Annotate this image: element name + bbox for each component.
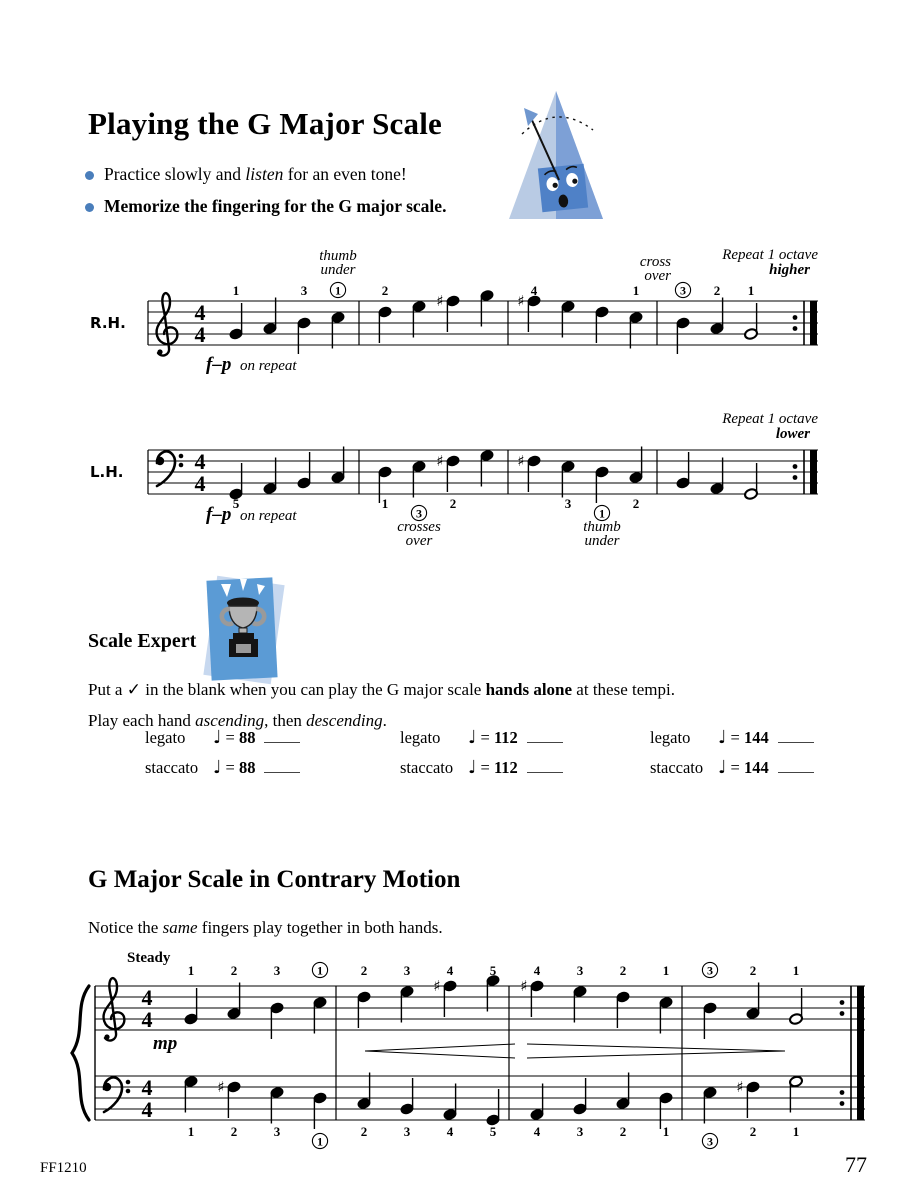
- bullet-text: Practice slowly and listen for an even tone!: [104, 164, 407, 184]
- fingering: 3: [576, 1124, 584, 1139]
- quarter-note-icon: ♩: [468, 757, 477, 778]
- fingering: 1: [747, 283, 755, 298]
- repeat-dot: [840, 1011, 845, 1016]
- note: [789, 988, 803, 1025]
- dynamic-mark: mp: [153, 1033, 178, 1054]
- tempo-cell: legato ♩ = 112: [400, 727, 650, 748]
- fingering: 2: [749, 1124, 757, 1139]
- fingering: 5: [489, 963, 497, 978]
- fingering: 2: [619, 1124, 627, 1139]
- note: [357, 1073, 371, 1110]
- note: [703, 1086, 717, 1123]
- note: [412, 460, 426, 497]
- fingering: 3: [300, 283, 308, 298]
- note: [400, 1078, 414, 1115]
- hand-label: L.H.: [90, 463, 124, 481]
- sharp-icon: ♯: [433, 977, 441, 995]
- note: [561, 300, 575, 337]
- note: [676, 452, 690, 489]
- quarter-note-icon: ♩: [718, 727, 727, 748]
- sharp-icon: ♯: [217, 1078, 225, 1096]
- instruction-list: [85, 164, 565, 228]
- checkmark-blank[interactable]: [778, 730, 814, 743]
- bass-clef-icon: [126, 1089, 131, 1094]
- checkmark-blank[interactable]: [264, 730, 300, 743]
- note: [676, 317, 690, 354]
- fingering: 1: [187, 963, 195, 978]
- note: [297, 317, 311, 354]
- time-signature: 4: [194, 322, 206, 347]
- note: [616, 991, 630, 1028]
- note: [789, 1075, 803, 1112]
- time-signature: 4: [194, 300, 206, 325]
- note: [412, 300, 426, 337]
- repeat-thick-line: [857, 986, 864, 1120]
- tempo-cell: legato ♩ = 144: [650, 727, 825, 748]
- note: [297, 452, 311, 489]
- tempo-cell: staccato ♩ = 144: [650, 757, 825, 778]
- fingering: 2: [360, 963, 368, 978]
- note: [229, 303, 243, 340]
- note: [573, 1078, 587, 1115]
- fingering: 1: [335, 283, 341, 298]
- time-signature: 4: [141, 1097, 153, 1122]
- fingering: 3: [273, 1124, 281, 1139]
- tempo-cell: staccato ♩ = 88: [145, 757, 400, 778]
- repeat-thick-line: [810, 301, 817, 345]
- note: [744, 463, 758, 500]
- technique-annotation: over: [405, 533, 433, 549]
- fingering: 2: [749, 963, 757, 978]
- fingering: 1: [662, 963, 670, 978]
- fingering: 2: [360, 1124, 368, 1139]
- treble-clef-icon: [104, 1034, 109, 1039]
- note: [595, 466, 609, 503]
- technique-annotation: thumb: [319, 248, 357, 264]
- fingering: 3: [273, 963, 281, 978]
- checkmark-blank[interactable]: [527, 730, 563, 743]
- lh-staff-notation: [80, 410, 825, 555]
- trophy-badge-illustration: [196, 572, 292, 690]
- fingering: 4: [533, 963, 541, 978]
- fingering: 3: [707, 963, 713, 978]
- diminuendo-hairpin: [527, 1044, 785, 1051]
- technique-annotation: thumb: [583, 519, 621, 535]
- fingering: 2: [449, 496, 457, 511]
- fingering: 3: [680, 283, 686, 298]
- fingering: 4: [533, 1124, 541, 1139]
- note: [710, 458, 724, 495]
- crescendo-hairpin: [365, 1044, 515, 1051]
- fingering: 5: [489, 1124, 497, 1139]
- treble-clef-icon: [157, 349, 162, 354]
- bullet-text: Memorize the fingering for the G major scale.: [104, 196, 447, 216]
- bass-clef-icon: [157, 451, 175, 486]
- note: [710, 298, 724, 335]
- diminuendo-hairpin: [527, 1051, 785, 1058]
- note: [184, 1075, 198, 1112]
- fingering: 5: [232, 496, 240, 511]
- rh-staff-notation: [80, 246, 825, 386]
- instruction-line: Play each hand ascending, then descending.: [88, 711, 387, 730]
- technique-annotation: crosses: [397, 519, 441, 535]
- note: [486, 1089, 500, 1126]
- note: [331, 311, 345, 348]
- instruction-line: Put a ✓ in the blank when you can play the G major scale hands alone at these tempi.: [88, 680, 675, 699]
- note: [629, 447, 643, 484]
- fingering: 2: [632, 496, 640, 511]
- contrary-motion-note: Notice the same fingers play together in both hands.: [88, 918, 443, 937]
- checkmark-blank[interactable]: [264, 760, 300, 773]
- fingering: 3: [403, 963, 411, 978]
- note: [530, 1084, 544, 1121]
- technique-annotation: under: [320, 262, 356, 278]
- repeat-dot: [793, 326, 798, 331]
- list-item: [85, 164, 565, 185]
- fingering: 2: [619, 963, 627, 978]
- note: [229, 463, 243, 500]
- note: [270, 1086, 284, 1123]
- page-title: Playing the G Major Scale: [88, 106, 442, 141]
- quarter-note-icon: ♩: [213, 757, 222, 778]
- note: [595, 306, 609, 343]
- quarter-note-icon: ♩: [468, 727, 477, 748]
- note: [561, 460, 575, 497]
- bass-clef-icon: [103, 1083, 111, 1091]
- tempo-cell: legato ♩ = 88: [145, 727, 400, 748]
- repeat-dot: [840, 1101, 845, 1106]
- note: [227, 983, 241, 1020]
- sharp-icon: ♯: [436, 452, 444, 470]
- sharp-icon: ♯: [517, 452, 525, 470]
- time-signature: 4: [194, 449, 206, 474]
- time-signature: 4: [141, 985, 153, 1010]
- bullet-icon: [85, 171, 94, 180]
- crescendo-hairpin: [365, 1051, 515, 1058]
- scale-expert-heading: Scale Expert: [88, 630, 197, 652]
- dynamic-mark: f–p: [206, 354, 232, 375]
- repeat-dot: [793, 475, 798, 480]
- bullet-icon: [85, 203, 94, 212]
- fingering: 2: [230, 1124, 238, 1139]
- quarter-note-icon: ♩: [213, 727, 222, 748]
- note: [486, 974, 500, 1011]
- note: [629, 311, 643, 348]
- repeat-thick-line: [810, 450, 817, 494]
- fingering: 3: [564, 496, 572, 511]
- repeat-dot: [793, 315, 798, 320]
- repeat-direction: Repeat 1 octave: [722, 411, 818, 427]
- bass-clef-icon: [179, 463, 184, 468]
- fingering: 2: [381, 283, 389, 298]
- fingering: 2: [713, 283, 721, 298]
- repeat-direction: Repeat 1 octave: [722, 247, 818, 263]
- note: [270, 1002, 284, 1039]
- repeat-dot: [840, 1000, 845, 1005]
- note: [184, 988, 198, 1025]
- note: [400, 985, 414, 1022]
- note: [480, 449, 494, 486]
- dynamic-suffix: on repeat: [240, 508, 297, 524]
- list-item: [85, 196, 565, 217]
- sharp-icon: ♯: [517, 292, 525, 310]
- treble-clef-icon: [157, 293, 178, 355]
- note: [357, 991, 371, 1028]
- tempo-cell: staccato ♩ = 112: [400, 757, 650, 778]
- repeat-dot: [793, 464, 798, 469]
- fingering: 4: [530, 283, 538, 298]
- fingering: 1: [792, 1124, 800, 1139]
- technique-annotation: over: [644, 268, 671, 284]
- bass-clef-icon: [126, 1080, 131, 1085]
- fingering: 1: [187, 1124, 195, 1139]
- fingering: 1: [792, 963, 800, 978]
- fingering: 1: [381, 496, 389, 511]
- repeat-dot: [840, 1090, 845, 1095]
- grand-staff-notation: [65, 946, 880, 1152]
- dynamic-mark: f–p: [206, 504, 232, 525]
- note: [746, 983, 760, 1020]
- bass-clef-icon: [104, 1077, 122, 1112]
- tempo-check-grid: [145, 727, 825, 778]
- note: [744, 303, 758, 340]
- sharp-icon: ♯: [736, 1078, 744, 1096]
- repeat-direction: lower: [775, 426, 810, 442]
- fingering: 1: [317, 1134, 323, 1149]
- note: [573, 985, 587, 1022]
- note: [313, 1092, 327, 1129]
- bass-clef-icon: [179, 454, 184, 459]
- fingering: 4: [446, 1124, 454, 1139]
- bass-clef-icon: [156, 457, 164, 465]
- fingering: 2: [230, 963, 238, 978]
- note: [443, 1084, 457, 1121]
- note: [480, 289, 494, 326]
- dynamic-suffix: on repeat: [240, 358, 297, 374]
- fingering: 1: [632, 283, 640, 298]
- fingering: 4: [446, 963, 454, 978]
- sharp-icon: ♯: [520, 977, 528, 995]
- fingering: 1: [317, 963, 323, 978]
- fingering: 3: [403, 1124, 411, 1139]
- tempo-marking: Steady: [127, 950, 171, 966]
- note: [659, 996, 673, 1033]
- technique-annotation: under: [584, 533, 620, 549]
- quarter-note-icon: ♩: [718, 757, 727, 778]
- pendulum-arrow-icon: [524, 108, 538, 126]
- contrary-motion-heading: G Major Scale in Contrary Motion: [88, 866, 461, 893]
- fingering: 1: [662, 1124, 670, 1139]
- time-signature: 4: [141, 1007, 153, 1032]
- time-signature: 4: [194, 471, 206, 496]
- note: [378, 306, 392, 343]
- fingering: 3: [416, 506, 422, 521]
- note: [263, 458, 277, 495]
- repeat-direction: higher: [769, 262, 810, 278]
- fingering: 1: [232, 283, 240, 298]
- treble-clef-icon: [104, 978, 125, 1040]
- fingering: 3: [707, 1134, 713, 1149]
- technique-annotation: cross: [639, 254, 671, 270]
- page-number: 77: [845, 1152, 867, 1177]
- fingering: 3: [576, 963, 584, 978]
- book-code: FF1210: [40, 1160, 87, 1176]
- note: [703, 1002, 717, 1039]
- sharp-icon: ♯: [436, 292, 444, 310]
- fingering: 1: [599, 506, 605, 521]
- checkmark-blank[interactable]: [527, 760, 563, 773]
- note: [263, 298, 277, 335]
- note: [331, 447, 345, 484]
- checkmark-blank[interactable]: [778, 760, 814, 773]
- time-signature: 4: [141, 1075, 153, 1100]
- note: [313, 996, 327, 1033]
- note: [616, 1073, 630, 1110]
- hand-label: R.H.: [90, 314, 126, 332]
- grand-staff-brace: [72, 986, 89, 1120]
